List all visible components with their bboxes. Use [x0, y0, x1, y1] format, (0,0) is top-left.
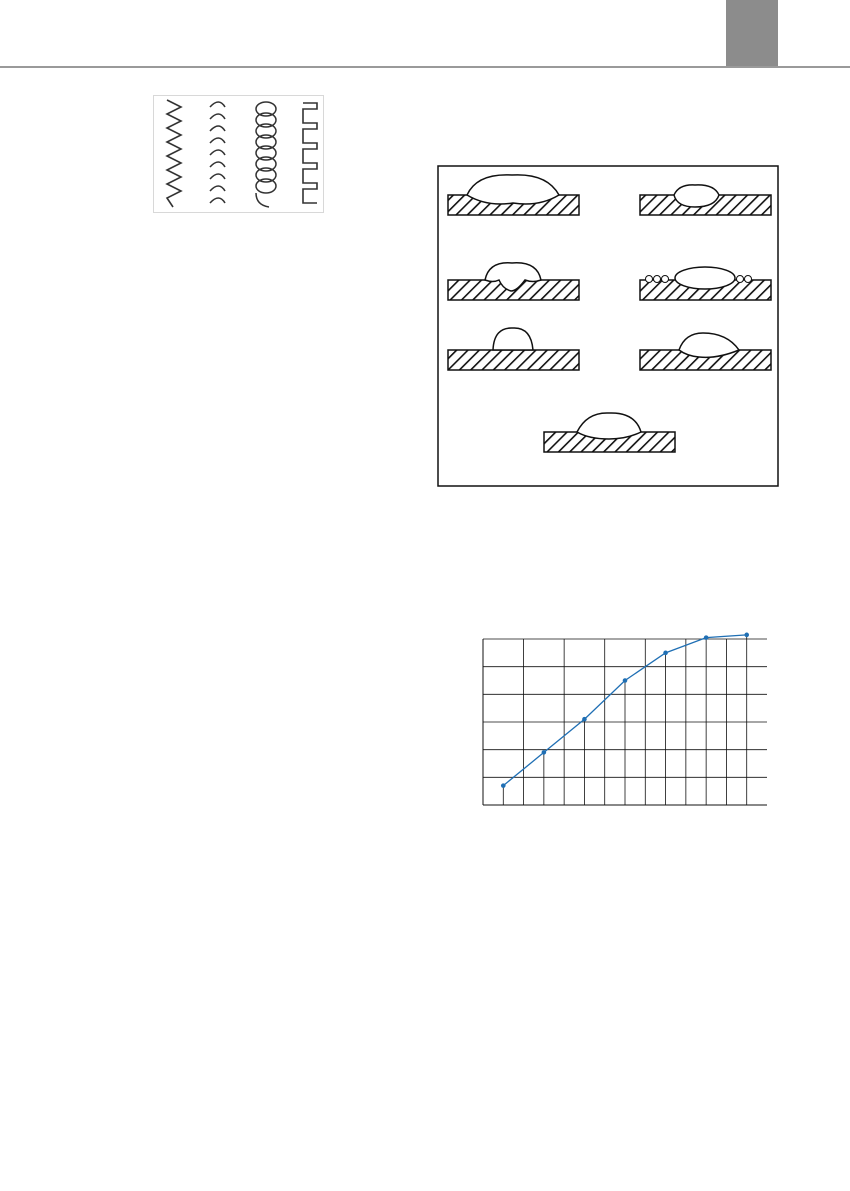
data-point: [663, 651, 668, 656]
data-point: [501, 783, 506, 788]
data-point: [542, 750, 547, 755]
data-point: [623, 678, 628, 683]
line-chart: [472, 625, 772, 810]
page-tab: [726, 0, 778, 66]
data-point: [704, 635, 709, 640]
data-point: [582, 717, 587, 722]
weld-bead-profile-figure: [437, 165, 779, 487]
header-rule: [0, 66, 850, 68]
line-chart-svg: [472, 625, 772, 810]
data-point: [744, 633, 749, 638]
weave-pattern-figure: [153, 95, 324, 213]
